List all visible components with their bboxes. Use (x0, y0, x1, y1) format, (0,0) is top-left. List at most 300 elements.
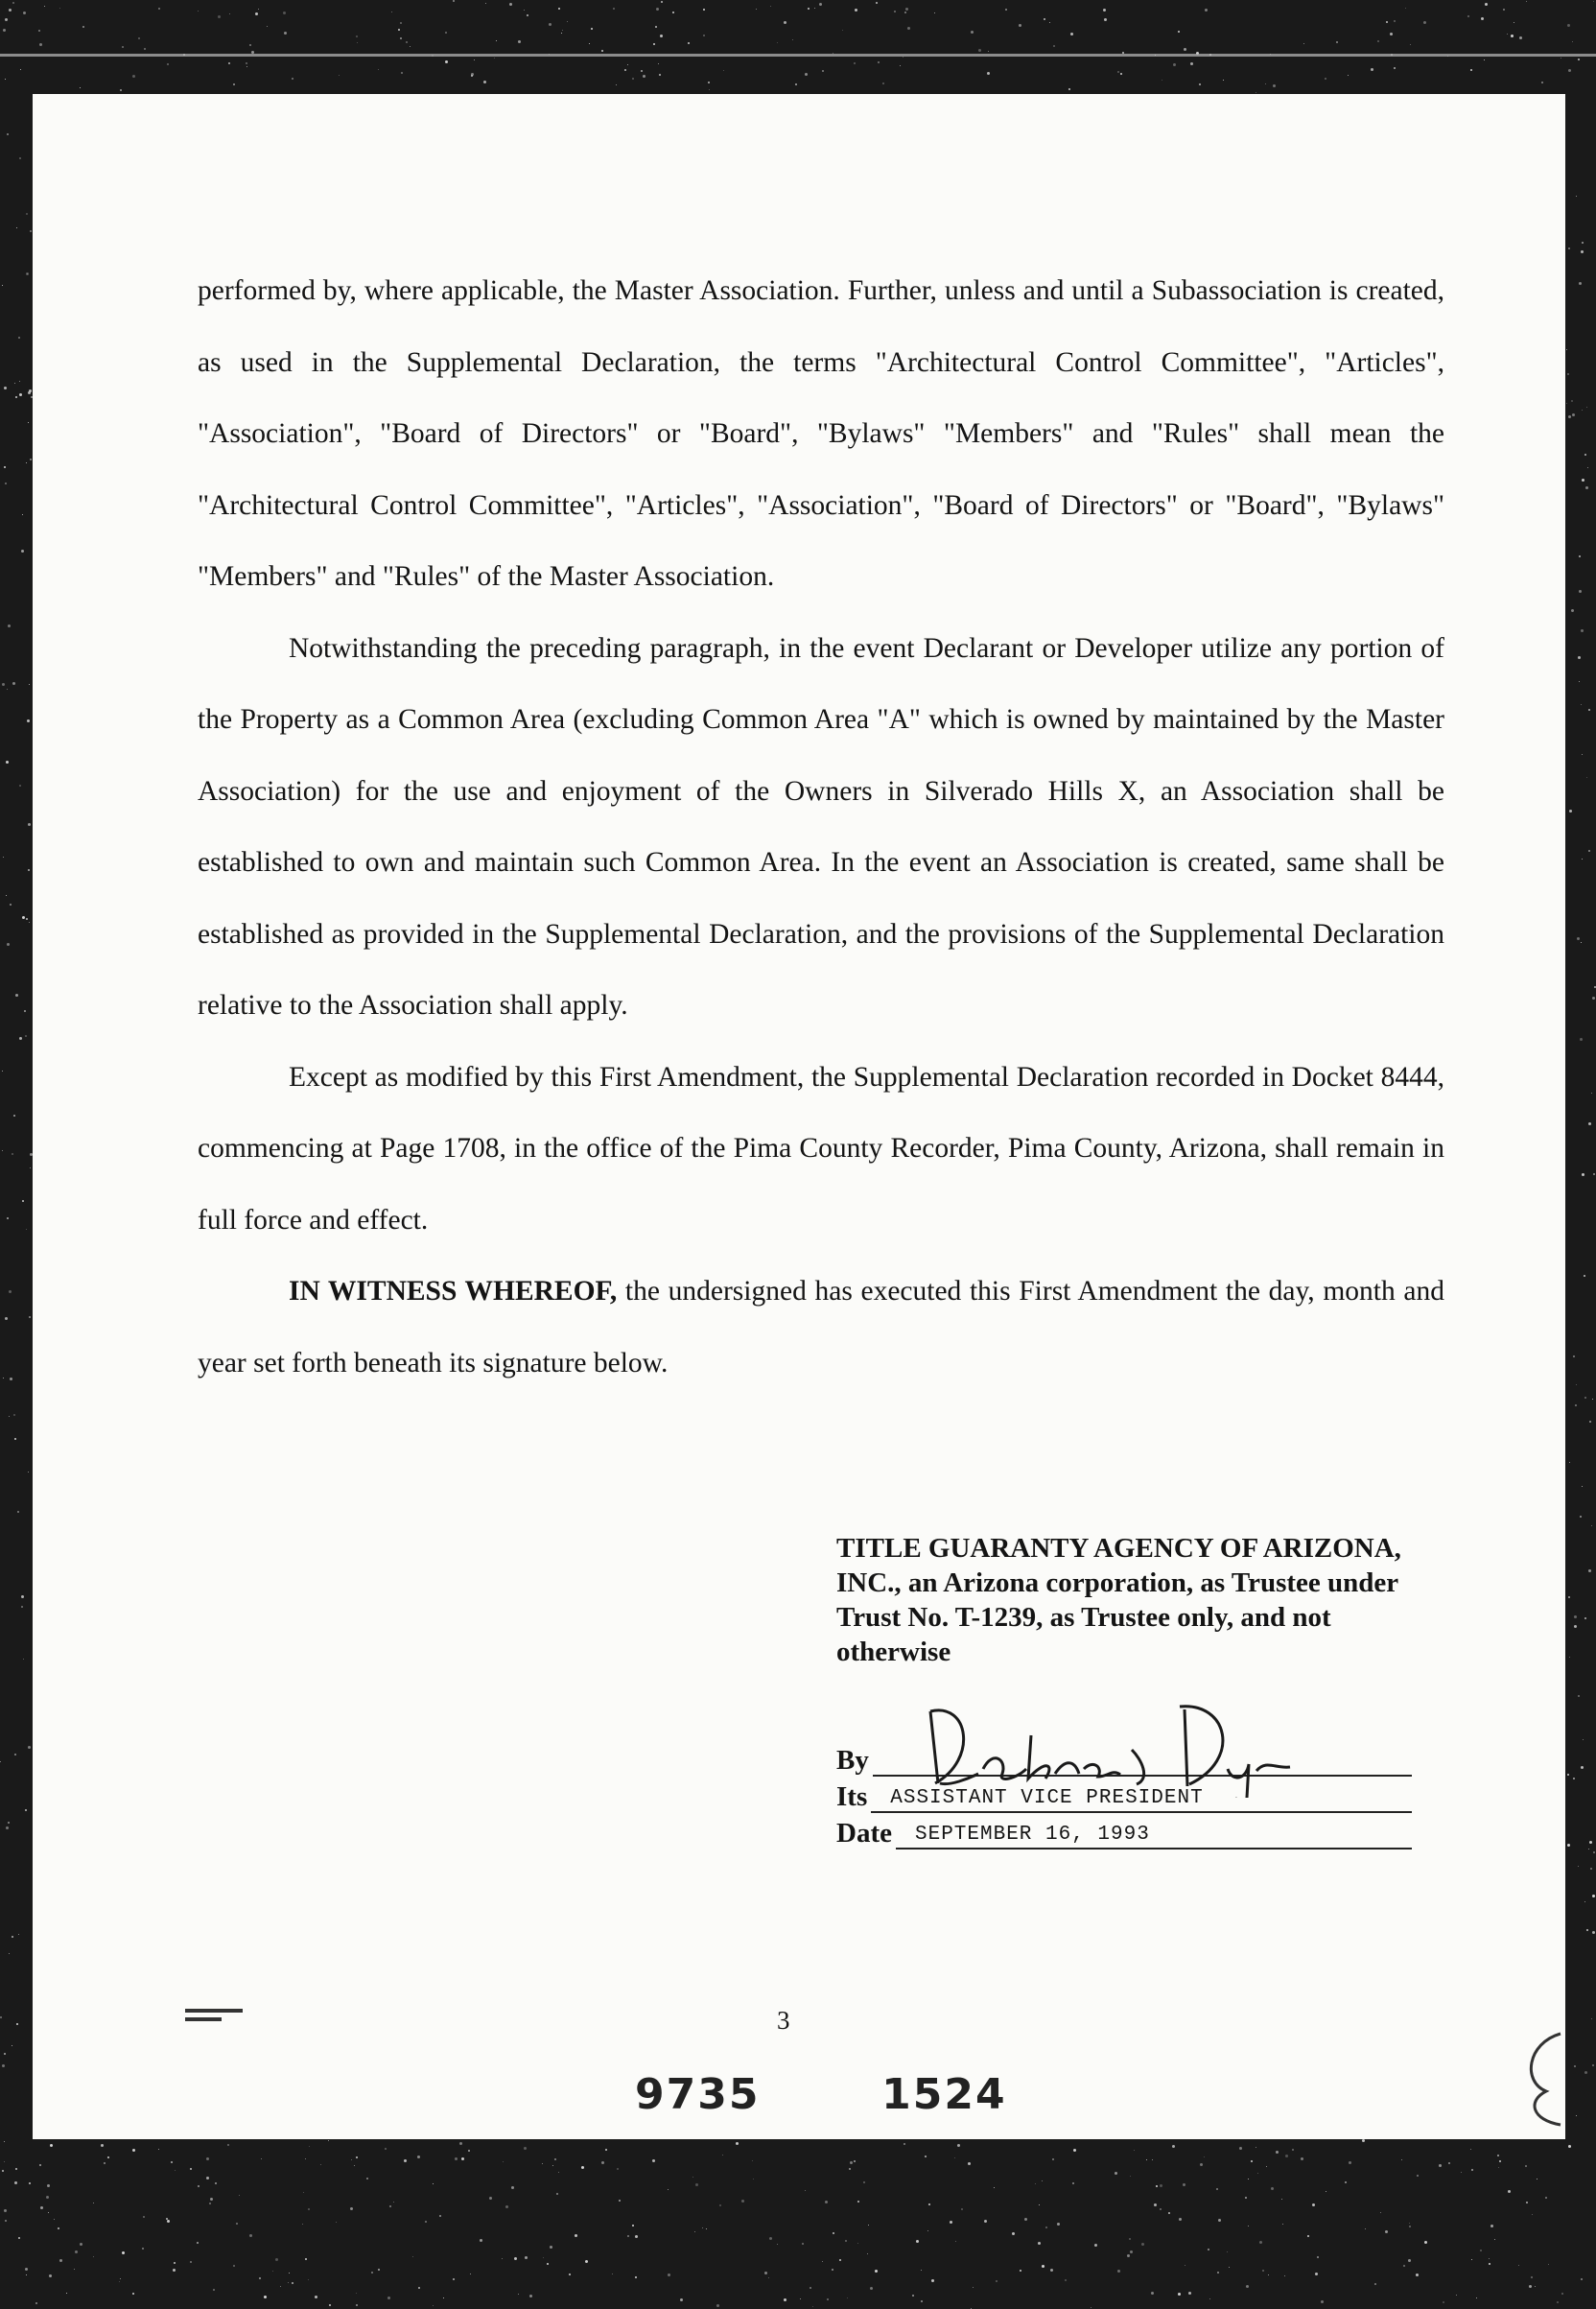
border-speck (1578, 59, 1580, 60)
by-field (873, 1748, 1412, 1777)
border-speck (197, 2242, 199, 2244)
border-speck (784, 2298, 786, 2301)
border-speck (261, 2158, 262, 2159)
border-speck (768, 2277, 769, 2278)
border-speck (527, 14, 528, 16)
border-speck (10, 904, 12, 906)
border-speck (1470, 69, 1472, 71)
border-speck (1005, 9, 1007, 11)
border-speck (17, 1511, 19, 1513)
border-speck (1582, 1486, 1583, 1487)
docket-number: 9735 (635, 2070, 761, 2119)
border-speck (280, 2286, 281, 2287)
border-speck (1568, 1596, 1570, 1598)
border-speck (1529, 2285, 1532, 2288)
border-speck (2, 1150, 3, 1151)
border-speck (624, 69, 626, 71)
border-speck (567, 21, 568, 22)
border-speck (1584, 1397, 1586, 1399)
border-speck (23, 1659, 24, 1660)
signature-lines (836, 1740, 1412, 1850)
border-speck (1362, 2139, 1365, 2142)
border-speck (1151, 2292, 1154, 2295)
border-speck (1141, 2243, 1144, 2246)
border-speck (1585, 486, 1588, 489)
border-speck (378, 2269, 380, 2271)
border-speck (315, 2296, 317, 2298)
border-speck (28, 869, 30, 871)
border-speck (210, 2198, 213, 2201)
border-speck (385, 2148, 387, 2150)
border-speck (632, 78, 634, 80)
border-speck (471, 75, 473, 77)
border-speck (7, 943, 10, 946)
border-speck (854, 2160, 856, 2162)
border-speck (1070, 33, 1073, 35)
border-speck (996, 2280, 998, 2282)
border-speck (308, 2208, 310, 2210)
border-speck (1405, 8, 1406, 9)
border-speck (1525, 2165, 1527, 2167)
border-speck (1591, 2018, 1592, 2019)
border-speck (288, 2282, 289, 2283)
border-speck (525, 2256, 528, 2259)
border-speck (1208, 2249, 1209, 2250)
border-speck (12, 2, 14, 4)
border-speck (503, 2161, 504, 2162)
border-speck (1394, 20, 1396, 22)
border-speck (15, 2168, 17, 2170)
border-speck (973, 2287, 974, 2288)
border-speck (198, 11, 199, 12)
border-speck (1273, 84, 1276, 87)
border-speck (25, 1809, 27, 1811)
border-speck (143, 2216, 145, 2218)
border-speck (1281, 2199, 1282, 2200)
border-speck (132, 75, 135, 78)
border-speck (1584, 1617, 1586, 1619)
border-speck (518, 40, 521, 43)
border-speck (1582, 242, 1584, 244)
border-speck (354, 2165, 355, 2166)
border-speck (1216, 2188, 1218, 2190)
border-speck (22, 916, 25, 919)
border-speck (249, 2234, 252, 2237)
border-speck (641, 70, 643, 72)
border-speck (1103, 9, 1106, 12)
border-speck (1380, 2212, 1381, 2213)
border-speck (656, 8, 659, 11)
paragraph-definitions: performed by, where applicable, the Master Association. Further, unless and until a Subassociation is created, as used in the Supplemental Declaration, the terms "Architectural Control Committee", "Articles", "Association", "Board of Directors" or "Board", "Bylaws" "Members" and "Rules" shall mean the "Architectural Control Committee", "Articles", "Association", "Board of Directors" or "Board", "Bylaws" "Members" and "Rules" of the Master Association. (198, 275, 1444, 592)
border-speck (905, 8, 908, 11)
border-speck (1572, 413, 1575, 416)
border-speck (867, 2253, 868, 2254)
border-speck (1178, 31, 1180, 33)
border-speck (18, 337, 20, 339)
border-speck (320, 2164, 321, 2165)
border-speck (1349, 2161, 1351, 2164)
border-speck (28, 823, 31, 826)
border-speck (1590, 1868, 1592, 1870)
border-speck (15, 396, 17, 398)
border-speck (1568, 2145, 1571, 2148)
border-speck (35, 2302, 37, 2304)
border-speck (1199, 83, 1201, 85)
border-speck (680, 2298, 683, 2301)
border-speck (1575, 1404, 1577, 1406)
border-speck (9, 1953, 10, 1954)
border-speck (455, 2157, 458, 2160)
border-speck (1586, 777, 1587, 778)
border-speck (9, 1290, 12, 1293)
border-speck (267, 26, 268, 27)
border-speck (1276, 2151, 1279, 2154)
border-speck (445, 32, 447, 34)
border-speck (1589, 1421, 1591, 1423)
border-speck (401, 72, 403, 74)
border-speck (1586, 1929, 1588, 1931)
border-speck (802, 2243, 804, 2245)
border-speck (1271, 2187, 1274, 2190)
border-speck (1307, 2235, 1309, 2237)
border-speck (38, 30, 40, 32)
border-speck (229, 13, 230, 14)
border-speck (1246, 2285, 1249, 2288)
border-speck (1200, 2163, 1203, 2166)
border-speck (357, 42, 358, 43)
border-speck (339, 75, 340, 76)
document-body (198, 255, 1444, 1399)
border-speck (1592, 997, 1595, 1000)
border-speck (209, 2203, 211, 2204)
border-speck (171, 2161, 173, 2163)
border-speck (1178, 2293, 1181, 2296)
border-speck (1038, 2242, 1041, 2245)
border-speck (703, 35, 705, 36)
border-speck (474, 59, 475, 60)
border-speck (93, 2256, 94, 2257)
border-speck (1259, 2241, 1262, 2244)
border-speck (18, 1934, 19, 1935)
border-speck (28, 422, 29, 423)
border-speck (166, 2218, 168, 2220)
border-speck (1568, 69, 1571, 72)
edge-stamp-mark (1508, 2024, 1565, 2130)
border-speck (509, 3, 512, 6)
border-speck (1511, 35, 1514, 37)
border-speck (336, 2222, 337, 2223)
border-speck (13, 1414, 15, 1416)
border-speck (547, 2263, 549, 2265)
border-speck (777, 42, 778, 43)
border-speck (1035, 2183, 1036, 2184)
border-speck (585, 2260, 588, 2263)
border-speck (752, 2160, 753, 2161)
border-speck (1581, 250, 1584, 253)
border-speck (1581, 629, 1584, 632)
border-speck (1248, 2226, 1249, 2227)
border-speck (1019, 24, 1021, 27)
page-number: 3 (777, 2006, 790, 2035)
border-speck (1576, 2115, 1577, 2116)
border-speck (842, 30, 843, 31)
border-speck (292, 2282, 293, 2284)
border-speck (984, 2220, 987, 2223)
border-speck (1578, 656, 1581, 659)
border-speck (1443, 2301, 1444, 2303)
border-speck (228, 62, 230, 64)
border-speck (1265, 83, 1266, 84)
border-speck (132, 2293, 134, 2295)
border-speck (863, 2181, 865, 2183)
border-speck (26, 1229, 27, 1230)
border-speck (875, 2270, 878, 2273)
border-speck (635, 2235, 638, 2238)
border-speck (275, 2258, 278, 2261)
border-speck (80, 2243, 82, 2246)
border-speck (812, 2306, 813, 2307)
date-field: SEPTEMBER 16, 1993 (896, 1821, 1412, 1850)
border-speck (1448, 2162, 1450, 2164)
border-speck (1593, 1851, 1595, 1853)
border-speck (1251, 2160, 1253, 2162)
border-speck (694, 2231, 695, 2232)
border-speck (1592, 1931, 1595, 1934)
border-speck (808, 8, 810, 10)
border-speck (1386, 21, 1388, 23)
border-speck (24, 1010, 26, 1012)
border-speck (120, 2278, 121, 2279)
border-speck (22, 514, 23, 515)
border-speck (404, 2159, 407, 2162)
border-speck (328, 2140, 329, 2141)
border-speck (16, 2023, 18, 2025)
border-speck (412, 2256, 413, 2257)
border-speck (49, 2274, 52, 2277)
border-speck (1574, 1615, 1577, 1618)
border-speck (569, 2274, 571, 2275)
border-speck (722, 2155, 723, 2156)
border-speck (1190, 62, 1193, 65)
border-speck (723, 70, 724, 71)
border-speck (558, 2172, 559, 2173)
border-speck (1227, 2251, 1228, 2252)
border-speck (122, 2251, 125, 2254)
border-speck (1456, 2295, 1457, 2296)
border-speck (1569, 1462, 1570, 1463)
border-speck (764, 2272, 767, 2274)
border-speck (1188, 2292, 1191, 2295)
border-speck (839, 2259, 841, 2261)
border-speck (1584, 454, 1586, 456)
border-speck (1582, 754, 1583, 755)
border-speck (1490, 2225, 1493, 2227)
recording-stamp (635, 2070, 1007, 2119)
border-speck (1571, 400, 1573, 402)
border-speck (1321, 2300, 1324, 2303)
border-speck (1179, 2218, 1182, 2221)
border-speck (795, 83, 797, 85)
border-speck (876, 2, 878, 4)
border-speck (660, 35, 663, 37)
border-speck (1245, 2197, 1247, 2199)
border-speck (308, 2279, 309, 2280)
its-field: ASSISTANT VICE PRESIDENT (871, 1784, 1412, 1813)
border-speck (461, 2157, 464, 2160)
border-speck (8, 624, 11, 627)
border-speck (120, 89, 122, 91)
border-speck (1484, 59, 1485, 60)
border-speck (1024, 2218, 1027, 2221)
border-speck (5, 1317, 8, 1320)
border-speck (1072, 2182, 1074, 2184)
border-speck (14, 2181, 17, 2184)
border-speck (825, 2201, 828, 2203)
border-speck (1183, 2183, 1185, 2186)
border-speck (1371, 68, 1373, 71)
border-speck (1262, 2270, 1264, 2272)
border-speck (1129, 2238, 1131, 2240)
border-speck (175, 2170, 176, 2171)
border-speck (616, 84, 617, 85)
border-speck (1573, 1355, 1575, 1357)
border-speck (198, 2185, 200, 2187)
border-speck (350, 2207, 353, 2210)
border-speck (819, 3, 822, 6)
border-speck (907, 27, 910, 30)
border-speck (453, 0, 455, 2)
border-speck (1127, 2254, 1130, 2257)
border-speck (21, 1606, 23, 1608)
border-speck (10, 1378, 12, 1380)
border-speck (1312, 2203, 1315, 2206)
border-speck (3, 857, 4, 858)
border-speck (26, 2274, 27, 2275)
border-speck (1574, 2065, 1576, 2067)
scan-streak (0, 54, 1596, 57)
border-speck (1589, 1841, 1592, 1844)
border-speck (954, 2157, 955, 2158)
border-speck (122, 46, 124, 48)
border-speck (80, 87, 81, 88)
border-speck (847, 2297, 848, 2298)
border-speck (356, 35, 358, 37)
border-speck (387, 2297, 390, 2299)
border-speck (1374, 2283, 1376, 2285)
border-speck (900, 65, 901, 66)
border-speck (661, 1, 663, 3)
border-speck (1566, 403, 1567, 404)
border-speck (894, 11, 896, 12)
border-speck (1573, 1778, 1575, 1779)
border-speck (246, 66, 247, 67)
border-speck (28, 1472, 29, 1473)
border-speck (249, 44, 251, 46)
border-speck (857, 2201, 859, 2203)
border-speck (1568, 415, 1571, 418)
border-speck (1583, 1739, 1584, 1740)
border-speck (868, 2225, 869, 2226)
border-speck (371, 2272, 373, 2274)
border-speck (1301, 2157, 1303, 2160)
border-speck (505, 2205, 508, 2208)
form-code-mark (185, 2009, 243, 2030)
docket-page: 1524 (881, 2070, 1007, 2119)
border-speck (659, 74, 661, 76)
border-speck (1409, 2223, 1410, 2224)
border-speck (30, 1167, 31, 1168)
border-speck (716, 2304, 719, 2307)
border-speck (601, 50, 603, 52)
border-speck (1582, 1173, 1584, 1176)
border-speck (524, 2147, 527, 2150)
border-speck (668, 2189, 669, 2190)
border-speck (19, 785, 21, 787)
border-speck (1498, 2167, 1499, 2168)
border-speck (400, 22, 402, 24)
border-speck (1576, 1384, 1577, 1385)
border-speck (1592, 1399, 1593, 1400)
border-speck (7, 1217, 9, 1219)
border-speck (1172, 2145, 1175, 2148)
border-speck (1591, 1525, 1592, 1526)
border-speck (1489, 2258, 1490, 2259)
border-speck (1518, 2265, 1519, 2266)
border-speck (777, 2244, 778, 2245)
border-speck (805, 73, 808, 76)
border-speck (1592, 2064, 1594, 2066)
border-speck (1057, 2223, 1060, 2226)
border-speck (59, 8, 60, 9)
border-speck (14, 1438, 16, 1440)
border-speck (1039, 2204, 1040, 2205)
border-speck (605, 2149, 607, 2151)
border-speck (480, 2239, 482, 2242)
border-speck (9, 9, 12, 12)
border-speck (1471, 2259, 1472, 2260)
border-speck (882, 82, 884, 84)
border-speck (971, 31, 974, 34)
border-speck (82, 26, 84, 28)
border-speck (233, 83, 235, 85)
border-speck (272, 2271, 273, 2272)
border-speck (283, 12, 286, 14)
border-speck (50, 2144, 53, 2147)
border-speck (439, 2215, 441, 2217)
border-speck (167, 2220, 170, 2223)
border-speck (1130, 2250, 1133, 2253)
border-speck (845, 2240, 847, 2242)
border-speck (138, 37, 140, 39)
border-speck (1508, 2190, 1511, 2193)
border-speck (652, 2159, 655, 2162)
border-speck (1217, 2272, 1219, 2274)
border-speck (549, 23, 552, 26)
border-speck (18, 2237, 20, 2239)
border-speck (1409, 2226, 1411, 2227)
border-speck (393, 2202, 394, 2203)
border-speck (20, 69, 21, 70)
border-speck (329, 2304, 331, 2306)
border-speck (1471, 2169, 1473, 2171)
border-speck (1485, 3, 1488, 6)
border-speck (255, 12, 258, 15)
border-speck (1049, 22, 1050, 23)
border-speck (562, 30, 563, 31)
border-speck (1572, 41, 1573, 42)
border-speck (218, 15, 221, 18)
border-speck (1569, 1657, 1570, 1658)
